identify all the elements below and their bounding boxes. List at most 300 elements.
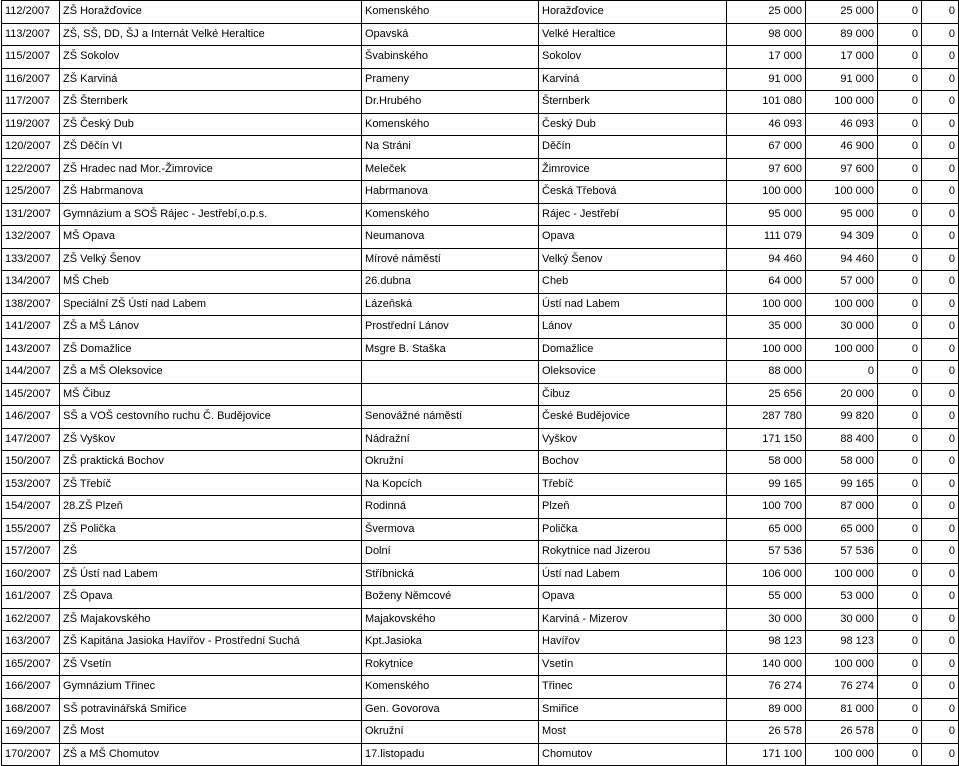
- value-3-cell: 0: [878, 271, 922, 294]
- row-number-cell: 116/2007: [2, 68, 60, 91]
- amount-granted-cell: 46 093: [806, 113, 878, 136]
- amount-requested-cell: 100 000: [727, 338, 806, 361]
- table-row: [2, 541, 959, 564]
- amount-requested-cell: 30 000: [727, 608, 806, 631]
- row-number-cell: 125/2007: [2, 181, 60, 204]
- table-row: [2, 383, 959, 406]
- amount-requested-cell: 25 656: [727, 383, 806, 406]
- amount-requested-cell: 97 600: [727, 158, 806, 181]
- value-4-cell: 0: [922, 136, 959, 159]
- amount-requested-cell: 26 578: [727, 721, 806, 744]
- table-row: [2, 203, 959, 226]
- street-cell: Prostřední Lánov: [362, 316, 539, 339]
- value-4-cell: 0: [922, 406, 959, 429]
- town-cell: Horažďovice: [539, 1, 727, 24]
- street-cell: Na Kopcích: [362, 473, 539, 496]
- table-row: [2, 316, 959, 339]
- row-number-cell: 112/2007: [2, 1, 60, 24]
- street-cell: Komenského: [362, 113, 539, 136]
- school-name-cell: ZŠ Velký Šenov: [60, 248, 362, 271]
- table-row: [2, 136, 959, 159]
- row-number-cell: 119/2007: [2, 113, 60, 136]
- value-4-cell: 0: [922, 518, 959, 541]
- street-cell: Lázeňská: [362, 293, 539, 316]
- value-3-cell: 0: [878, 653, 922, 676]
- amount-granted-cell: 94 309: [806, 226, 878, 249]
- row-number-cell: 120/2007: [2, 136, 60, 159]
- amount-requested-cell: 64 000: [727, 271, 806, 294]
- table-row: [2, 226, 959, 249]
- street-cell: Nádražní: [362, 428, 539, 451]
- school-name-cell: ZŠ Polička: [60, 518, 362, 541]
- amount-granted-cell: 89 000: [806, 23, 878, 46]
- row-number-cell: 150/2007: [2, 451, 60, 474]
- table-row: [2, 271, 959, 294]
- value-4-cell: 0: [922, 23, 959, 46]
- value-4-cell: 0: [922, 248, 959, 271]
- value-3-cell: 0: [878, 1, 922, 24]
- street-cell: Opavská: [362, 23, 539, 46]
- amount-granted-cell: 30 000: [806, 608, 878, 631]
- street-cell: [362, 383, 539, 406]
- value-3-cell: 0: [878, 91, 922, 114]
- school-name-cell: ZŠ Vsetín: [60, 653, 362, 676]
- amount-granted-cell: 100 000: [806, 91, 878, 114]
- street-cell: Na Stráni: [362, 136, 539, 159]
- school-name-cell: ZŠ a MŠ Oleksovice: [60, 361, 362, 384]
- value-4-cell: 0: [922, 608, 959, 631]
- value-4-cell: 0: [922, 383, 959, 406]
- amount-requested-cell: 94 460: [727, 248, 806, 271]
- town-cell: Polička: [539, 518, 727, 541]
- amount-granted-cell: 26 578: [806, 721, 878, 744]
- school-name-cell: ZŠ, SŠ, DD, ŠJ a Internát Velké Heraltice: [60, 23, 362, 46]
- table-row: [2, 181, 959, 204]
- table-row: [2, 158, 959, 181]
- table-row: [2, 428, 959, 451]
- table-row: [2, 68, 959, 91]
- table-row: [2, 631, 959, 654]
- school-name-cell: ZŠ Karviná: [60, 68, 362, 91]
- row-number-cell: 153/2007: [2, 473, 60, 496]
- town-cell: Rájec - Jestřebí: [539, 203, 727, 226]
- street-cell: Stříbnická: [362, 563, 539, 586]
- row-number-cell: 170/2007: [2, 743, 60, 766]
- value-4-cell: 0: [922, 721, 959, 744]
- value-3-cell: 0: [878, 316, 922, 339]
- amount-requested-cell: 88 000: [727, 361, 806, 384]
- table-row: [2, 743, 959, 766]
- town-cell: Most: [539, 721, 727, 744]
- street-cell: Dolní: [362, 541, 539, 564]
- table-row: [2, 473, 959, 496]
- value-4-cell: 0: [922, 361, 959, 384]
- amount-granted-cell: 57 536: [806, 541, 878, 564]
- school-name-cell: ZŠ a MŠ Chomutov: [60, 743, 362, 766]
- row-number-cell: 133/2007: [2, 248, 60, 271]
- amount-granted-cell: 87 000: [806, 496, 878, 519]
- school-name-cell: ZŠ: [60, 541, 362, 564]
- school-name-cell: ZŠ Šternberk: [60, 91, 362, 114]
- amount-requested-cell: 65 000: [727, 518, 806, 541]
- row-number-cell: 113/2007: [2, 23, 60, 46]
- amount-requested-cell: 98 123: [727, 631, 806, 654]
- amount-granted-cell: 91 000: [806, 68, 878, 91]
- table-body: [2, 1, 959, 766]
- town-cell: Karviná - Mizerov: [539, 608, 727, 631]
- town-cell: Šternberk: [539, 91, 727, 114]
- value-3-cell: 0: [878, 406, 922, 429]
- street-cell: Mírové náměstí: [362, 248, 539, 271]
- town-cell: Smiřice: [539, 698, 727, 721]
- value-4-cell: 0: [922, 541, 959, 564]
- table-row: [2, 608, 959, 631]
- grant-table: [1, 0, 959, 766]
- value-3-cell: 0: [878, 496, 922, 519]
- amount-requested-cell: 46 093: [727, 113, 806, 136]
- school-name-cell: ZŠ Děčín VI: [60, 136, 362, 159]
- amount-requested-cell: 100 700: [727, 496, 806, 519]
- town-cell: Žimrovice: [539, 158, 727, 181]
- school-name-cell: Speciální ZŠ Ústí nad Labem: [60, 293, 362, 316]
- amount-requested-cell: 67 000: [727, 136, 806, 159]
- school-name-cell: ZŠ Most: [60, 721, 362, 744]
- table-row: [2, 518, 959, 541]
- amount-requested-cell: 55 000: [727, 586, 806, 609]
- value-4-cell: 0: [922, 743, 959, 766]
- table-row: [2, 1, 959, 24]
- school-name-cell: ZŠ Ústí nad Labem: [60, 563, 362, 586]
- value-3-cell: 0: [878, 631, 922, 654]
- table-row: [2, 23, 959, 46]
- town-cell: Plzeň: [539, 496, 727, 519]
- amount-requested-cell: 101 080: [727, 91, 806, 114]
- amount-granted-cell: 100 000: [806, 293, 878, 316]
- school-name-cell: 28.ZŠ Plzeň: [60, 496, 362, 519]
- amount-requested-cell: 76 274: [727, 676, 806, 699]
- value-4-cell: 0: [922, 271, 959, 294]
- table-row: [2, 563, 959, 586]
- row-number-cell: 160/2007: [2, 563, 60, 586]
- table-row: [2, 653, 959, 676]
- town-cell: Česká Třebová: [539, 181, 727, 204]
- amount-requested-cell: 140 000: [727, 653, 806, 676]
- street-cell: Rodinná: [362, 496, 539, 519]
- town-cell: Lánov: [539, 316, 727, 339]
- street-cell: Komenského: [362, 676, 539, 699]
- amount-granted-cell: 57 000: [806, 271, 878, 294]
- town-cell: Ústí nad Labem: [539, 563, 727, 586]
- amount-granted-cell: 25 000: [806, 1, 878, 24]
- value-3-cell: 0: [878, 698, 922, 721]
- amount-granted-cell: 88 400: [806, 428, 878, 451]
- value-4-cell: 0: [922, 563, 959, 586]
- street-cell: 17.listopadu: [362, 743, 539, 766]
- school-name-cell: Gymnázium a SOŠ Rájec - Jestřebí,o.p.s.: [60, 203, 362, 226]
- value-3-cell: 0: [878, 158, 922, 181]
- street-cell: [362, 361, 539, 384]
- street-cell: Majakovského: [362, 608, 539, 631]
- town-cell: Sokolov: [539, 46, 727, 69]
- school-name-cell: MŠ Čibuz: [60, 383, 362, 406]
- amount-requested-cell: 95 000: [727, 203, 806, 226]
- street-cell: Kpt.Jasioka: [362, 631, 539, 654]
- row-number-cell: 166/2007: [2, 676, 60, 699]
- table-row: [2, 46, 959, 69]
- street-cell: 26.dubna: [362, 271, 539, 294]
- town-cell: Ústí nad Labem: [539, 293, 727, 316]
- table-row: [2, 698, 959, 721]
- table-row: [2, 451, 959, 474]
- value-4-cell: 0: [922, 653, 959, 676]
- amount-granted-cell: 100 000: [806, 743, 878, 766]
- amount-requested-cell: 17 000: [727, 46, 806, 69]
- amount-granted-cell: 65 000: [806, 518, 878, 541]
- amount-granted-cell: 81 000: [806, 698, 878, 721]
- value-3-cell: 0: [878, 113, 922, 136]
- amount-granted-cell: 98 123: [806, 631, 878, 654]
- value-4-cell: 0: [922, 46, 959, 69]
- value-4-cell: 0: [922, 631, 959, 654]
- value-3-cell: 0: [878, 676, 922, 699]
- amount-granted-cell: 17 000: [806, 46, 878, 69]
- value-4-cell: 0: [922, 158, 959, 181]
- school-name-cell: ZŠ Třebíč: [60, 473, 362, 496]
- school-name-cell: Gymnázium Třinec: [60, 676, 362, 699]
- school-name-cell: MŠ Opava: [60, 226, 362, 249]
- value-3-cell: 0: [878, 721, 922, 744]
- row-number-cell: 161/2007: [2, 586, 60, 609]
- amount-requested-cell: 171 100: [727, 743, 806, 766]
- value-4-cell: 0: [922, 316, 959, 339]
- street-cell: Meleček: [362, 158, 539, 181]
- school-name-cell: ZŠ praktická Bochov: [60, 451, 362, 474]
- value-3-cell: 0: [878, 743, 922, 766]
- amount-granted-cell: 99 165: [806, 473, 878, 496]
- value-3-cell: 0: [878, 203, 922, 226]
- amount-requested-cell: 111 079: [727, 226, 806, 249]
- row-number-cell: 141/2007: [2, 316, 60, 339]
- street-cell: Gen. Govorova: [362, 698, 539, 721]
- street-cell: Komenského: [362, 203, 539, 226]
- street-cell: Prameny: [362, 68, 539, 91]
- row-number-cell: 147/2007: [2, 428, 60, 451]
- town-cell: Cheb: [539, 271, 727, 294]
- amount-granted-cell: 95 000: [806, 203, 878, 226]
- town-cell: Karviná: [539, 68, 727, 91]
- value-4-cell: 0: [922, 203, 959, 226]
- town-cell: Chomutov: [539, 743, 727, 766]
- value-3-cell: 0: [878, 181, 922, 204]
- table-row: [2, 248, 959, 271]
- town-cell: Vsetín: [539, 653, 727, 676]
- value-3-cell: 0: [878, 428, 922, 451]
- value-3-cell: 0: [878, 248, 922, 271]
- amount-granted-cell: 94 460: [806, 248, 878, 271]
- value-4-cell: 0: [922, 91, 959, 114]
- row-number-cell: 162/2007: [2, 608, 60, 631]
- town-cell: Děčín: [539, 136, 727, 159]
- amount-requested-cell: 100 000: [727, 181, 806, 204]
- value-3-cell: 0: [878, 608, 922, 631]
- street-cell: Boženy Němcové: [362, 586, 539, 609]
- value-3-cell: 0: [878, 226, 922, 249]
- street-cell: Senovážné náměstí: [362, 406, 539, 429]
- value-3-cell: 0: [878, 586, 922, 609]
- amount-granted-cell: 58 000: [806, 451, 878, 474]
- town-cell: Velký Šenov: [539, 248, 727, 271]
- school-name-cell: ZŠ a MŠ Lánov: [60, 316, 362, 339]
- amount-requested-cell: 98 000: [727, 23, 806, 46]
- value-3-cell: 0: [878, 451, 922, 474]
- row-number-cell: 144/2007: [2, 361, 60, 384]
- value-3-cell: 0: [878, 23, 922, 46]
- amount-requested-cell: 171 150: [727, 428, 806, 451]
- town-cell: Oleksovice: [539, 361, 727, 384]
- town-cell: Třebíč: [539, 473, 727, 496]
- row-number-cell: 143/2007: [2, 338, 60, 361]
- town-cell: Bochov: [539, 451, 727, 474]
- value-4-cell: 0: [922, 181, 959, 204]
- row-number-cell: 168/2007: [2, 698, 60, 721]
- value-3-cell: 0: [878, 361, 922, 384]
- street-cell: Neumanova: [362, 226, 539, 249]
- amount-granted-cell: 53 000: [806, 586, 878, 609]
- value-4-cell: 0: [922, 676, 959, 699]
- row-number-cell: 115/2007: [2, 46, 60, 69]
- value-4-cell: 0: [922, 451, 959, 474]
- amount-requested-cell: 91 000: [727, 68, 806, 91]
- school-name-cell: SŠ a VOŠ cestovního ruchu Č. Budějovice: [60, 406, 362, 429]
- table-row: [2, 406, 959, 429]
- amount-granted-cell: 100 000: [806, 181, 878, 204]
- school-name-cell: ZŠ Hradec nad Mor.-Žimrovice: [60, 158, 362, 181]
- school-name-cell: SŠ potravinářská Smiřice: [60, 698, 362, 721]
- row-number-cell: 157/2007: [2, 541, 60, 564]
- school-name-cell: ZŠ Vyškov: [60, 428, 362, 451]
- street-cell: Švabinského: [362, 46, 539, 69]
- row-number-cell: 165/2007: [2, 653, 60, 676]
- amount-requested-cell: 106 000: [727, 563, 806, 586]
- value-4-cell: 0: [922, 473, 959, 496]
- town-cell: Rokytnice nad Jizerou: [539, 541, 727, 564]
- value-3-cell: 0: [878, 563, 922, 586]
- value-4-cell: 0: [922, 338, 959, 361]
- town-cell: Velké Heraltice: [539, 23, 727, 46]
- town-cell: Domažlice: [539, 338, 727, 361]
- amount-granted-cell: 30 000: [806, 316, 878, 339]
- table-row: [2, 338, 959, 361]
- amount-requested-cell: 57 536: [727, 541, 806, 564]
- row-number-cell: 155/2007: [2, 518, 60, 541]
- street-cell: Habrmanova: [362, 181, 539, 204]
- street-cell: Komenského: [362, 1, 539, 24]
- school-name-cell: MŠ Cheb: [60, 271, 362, 294]
- amount-granted-cell: 76 274: [806, 676, 878, 699]
- town-cell: Český Dub: [539, 113, 727, 136]
- town-cell: Opava: [539, 586, 727, 609]
- school-name-cell: ZŠ Domažlice: [60, 338, 362, 361]
- town-cell: Vyškov: [539, 428, 727, 451]
- amount-requested-cell: 99 165: [727, 473, 806, 496]
- row-number-cell: 134/2007: [2, 271, 60, 294]
- school-name-cell: ZŠ Sokolov: [60, 46, 362, 69]
- value-4-cell: 0: [922, 293, 959, 316]
- amount-granted-cell: 100 000: [806, 653, 878, 676]
- town-cell: Třinec: [539, 676, 727, 699]
- amount-requested-cell: 89 000: [727, 698, 806, 721]
- value-4-cell: 0: [922, 698, 959, 721]
- amount-requested-cell: 100 000: [727, 293, 806, 316]
- amount-requested-cell: 287 780: [727, 406, 806, 429]
- value-4-cell: 0: [922, 226, 959, 249]
- row-number-cell: 145/2007: [2, 383, 60, 406]
- street-cell: Švermova: [362, 518, 539, 541]
- town-cell: České Budějovice: [539, 406, 727, 429]
- amount-granted-cell: 100 000: [806, 338, 878, 361]
- table-row: [2, 676, 959, 699]
- value-3-cell: 0: [878, 338, 922, 361]
- table-row: [2, 361, 959, 384]
- street-cell: Rokytnice: [362, 653, 539, 676]
- value-4-cell: 0: [922, 1, 959, 24]
- amount-requested-cell: 58 000: [727, 451, 806, 474]
- row-number-cell: 138/2007: [2, 293, 60, 316]
- row-number-cell: 117/2007: [2, 91, 60, 114]
- school-name-cell: ZŠ Opava: [60, 586, 362, 609]
- row-number-cell: 163/2007: [2, 631, 60, 654]
- town-cell: Havířov: [539, 631, 727, 654]
- amount-granted-cell: 0: [806, 361, 878, 384]
- row-number-cell: 122/2007: [2, 158, 60, 181]
- value-3-cell: 0: [878, 46, 922, 69]
- school-name-cell: ZŠ Habrmanova: [60, 181, 362, 204]
- table-row: [2, 721, 959, 744]
- row-number-cell: 154/2007: [2, 496, 60, 519]
- street-cell: Msgre B. Staška: [362, 338, 539, 361]
- value-3-cell: 0: [878, 383, 922, 406]
- town-cell: Opava: [539, 226, 727, 249]
- table-row: [2, 496, 959, 519]
- amount-granted-cell: 97 600: [806, 158, 878, 181]
- street-cell: Okružní: [362, 721, 539, 744]
- table-row: [2, 293, 959, 316]
- amount-requested-cell: 25 000: [727, 1, 806, 24]
- row-number-cell: 169/2007: [2, 721, 60, 744]
- school-name-cell: ZŠ Český Dub: [60, 113, 362, 136]
- value-4-cell: 0: [922, 586, 959, 609]
- school-name-cell: ZŠ Majakovského: [60, 608, 362, 631]
- value-3-cell: 0: [878, 473, 922, 496]
- amount-granted-cell: 100 000: [806, 563, 878, 586]
- row-number-cell: 132/2007: [2, 226, 60, 249]
- value-4-cell: 0: [922, 496, 959, 519]
- town-cell: Čibuz: [539, 383, 727, 406]
- row-number-cell: 146/2007: [2, 406, 60, 429]
- value-4-cell: 0: [922, 428, 959, 451]
- value-3-cell: 0: [878, 136, 922, 159]
- value-3-cell: 0: [878, 68, 922, 91]
- amount-requested-cell: 35 000: [727, 316, 806, 339]
- table-row: [2, 113, 959, 136]
- amount-granted-cell: 99 820: [806, 406, 878, 429]
- street-cell: Okružní: [362, 451, 539, 474]
- value-4-cell: 0: [922, 113, 959, 136]
- value-3-cell: 0: [878, 541, 922, 564]
- value-3-cell: 0: [878, 518, 922, 541]
- value-3-cell: 0: [878, 293, 922, 316]
- street-cell: Dr.Hrubého: [362, 91, 539, 114]
